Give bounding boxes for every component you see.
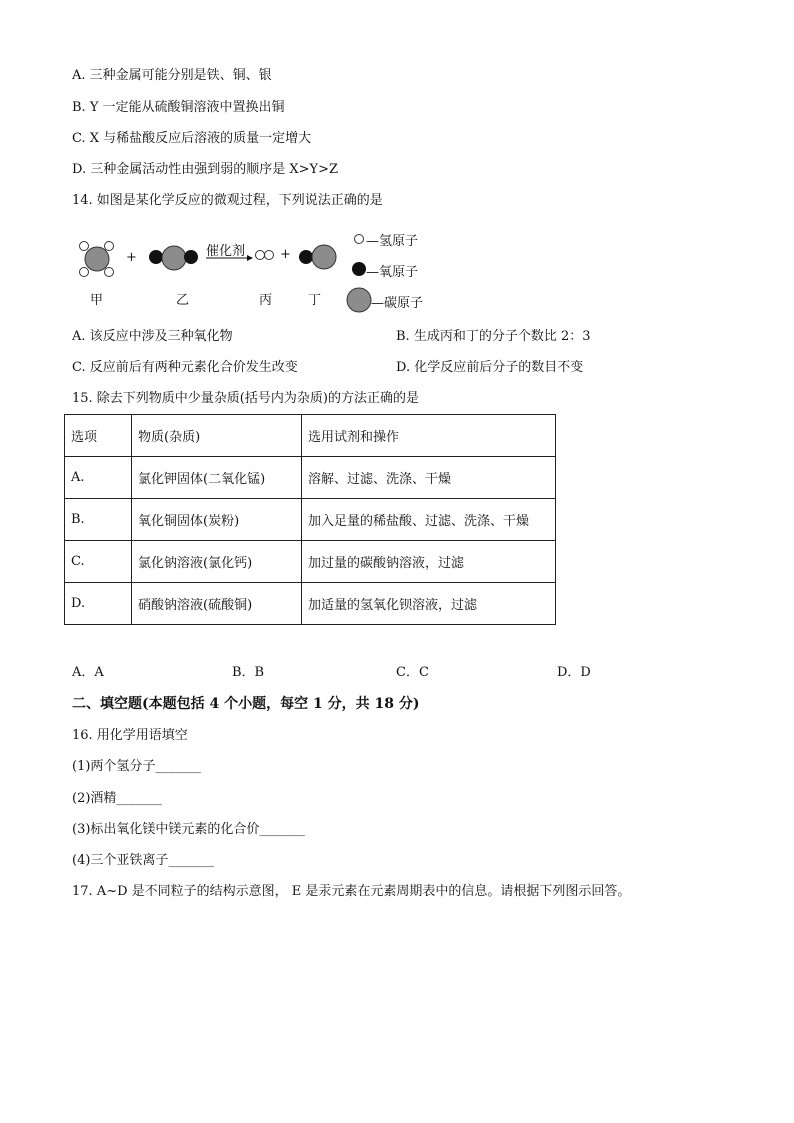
q15-table [64, 414, 556, 625]
oxygen-atom-icon [352, 262, 366, 276]
carbon-atom-icon [347, 288, 371, 312]
hydrogen-atom-icon [355, 235, 364, 244]
q16-item-4: (4)三个亚铁离子_______ [72, 853, 214, 868]
section-heading: 二、填空题(本题包括 4 个小题，每空 1 分，共 18 分) [72, 696, 420, 712]
q16-item-2: (2)酒精_______ [72, 791, 162, 806]
table-row [65, 541, 556, 583]
q14-option-a: A. 该反应中涉及三种氧化物 [72, 329, 233, 344]
table-cell: 加过量的碳酸钠溶液，过滤 [302, 541, 556, 583]
table-cell: 硝酸钠溶液(硫酸铜) [132, 583, 302, 625]
molecule-bing [256, 251, 274, 260]
q13-option-d: D. 三种金属活动性由强到弱的顺序是 X>Y>Z [72, 162, 339, 177]
table-row [65, 457, 556, 499]
q16-item-1: (1)两个氢分子_______ [72, 759, 201, 774]
q15-option-c: C．C [396, 665, 429, 680]
table-header-row [65, 415, 556, 457]
plus-sign-2: + [280, 247, 291, 262]
label-jia: 甲 [90, 293, 104, 308]
q14-option-b: B. 生成丙和丁的分子个数比 2：3 [396, 329, 591, 344]
plus-sign-1: + [126, 250, 137, 265]
q15-option-d: D．D [557, 665, 591, 680]
q17-stem: 17. A~D 是不同粒子的结构示意图， E 是汞元素在元素周期表中的信息。请根据下列图示回答。 [72, 884, 631, 899]
q14-stem: 14. 如图是某化学反应的微观过程，下列说法正确的是 [72, 193, 383, 208]
catalyst-label: 催化剂 [206, 244, 246, 259]
table-header-cell: 选用试剂和操作 [302, 415, 556, 457]
legend-hydrogen: —氢原子 [366, 234, 419, 249]
table-cell: 加适量的氢氧化钡溶液，过滤 [302, 583, 556, 625]
atom-legend [345, 228, 465, 318]
table-cell: D. [65, 583, 132, 625]
table-row [65, 499, 556, 541]
table-cell: 加入足量的稀盐酸、过滤、洗涤、干燥 [302, 499, 556, 541]
q13-option-c: C. X 与稀盐酸反应后溶液的质量一定增大 [72, 131, 312, 146]
q16-item-3: (3)标出氧化镁中镁元素的化合价_______ [72, 822, 305, 837]
table-cell: C. [65, 541, 132, 583]
label-ding: 丁 [308, 293, 322, 308]
table-header-cell: 物质(杂质) [132, 415, 302, 457]
legend-oxygen: —氧原子 [366, 265, 419, 280]
molecule-jia [80, 242, 114, 277]
q16-stem: 16. 用化学用语填空 [72, 728, 188, 743]
q15-stem: 15. 除去下列物质中少量杂质(括号内为杂质)的方法正确的是 [72, 391, 419, 406]
q15-option-b: B．B [232, 665, 265, 680]
q14-option-c: C. 反应前后有两种元素化合价发生改变 [72, 360, 298, 375]
legend-carbon: —碳原子 [371, 296, 424, 311]
table-header-cell: 选项 [65, 415, 132, 457]
table-cell: 氯化钠溶液(氯化钙) [132, 541, 302, 583]
q13-option-b: B. Y 一定能从硫酸铜溶液中置换出铜 [72, 100, 285, 115]
label-yi: 乙 [176, 293, 190, 308]
q15-option-a: A．A [72, 665, 104, 680]
table-cell: 氧化铜固体(炭粉) [132, 499, 302, 541]
table-cell: 溶解、过滤、洗涤、干燥 [302, 457, 556, 499]
label-bing: 丙 [259, 293, 273, 308]
table-cell: B. [65, 499, 132, 541]
molecule-ding [299, 245, 336, 269]
q13-option-a: A. 三种金属可能分别是铁、铜、银 [72, 68, 272, 83]
table-cell: A. [65, 457, 132, 499]
table-cell: 氯化钾固体(二氧化锰) [132, 457, 302, 499]
molecule-yi [149, 246, 198, 270]
table-row [65, 583, 556, 625]
q14-option-d: D. 化学反应前后分子的数目不变 [396, 360, 584, 375]
